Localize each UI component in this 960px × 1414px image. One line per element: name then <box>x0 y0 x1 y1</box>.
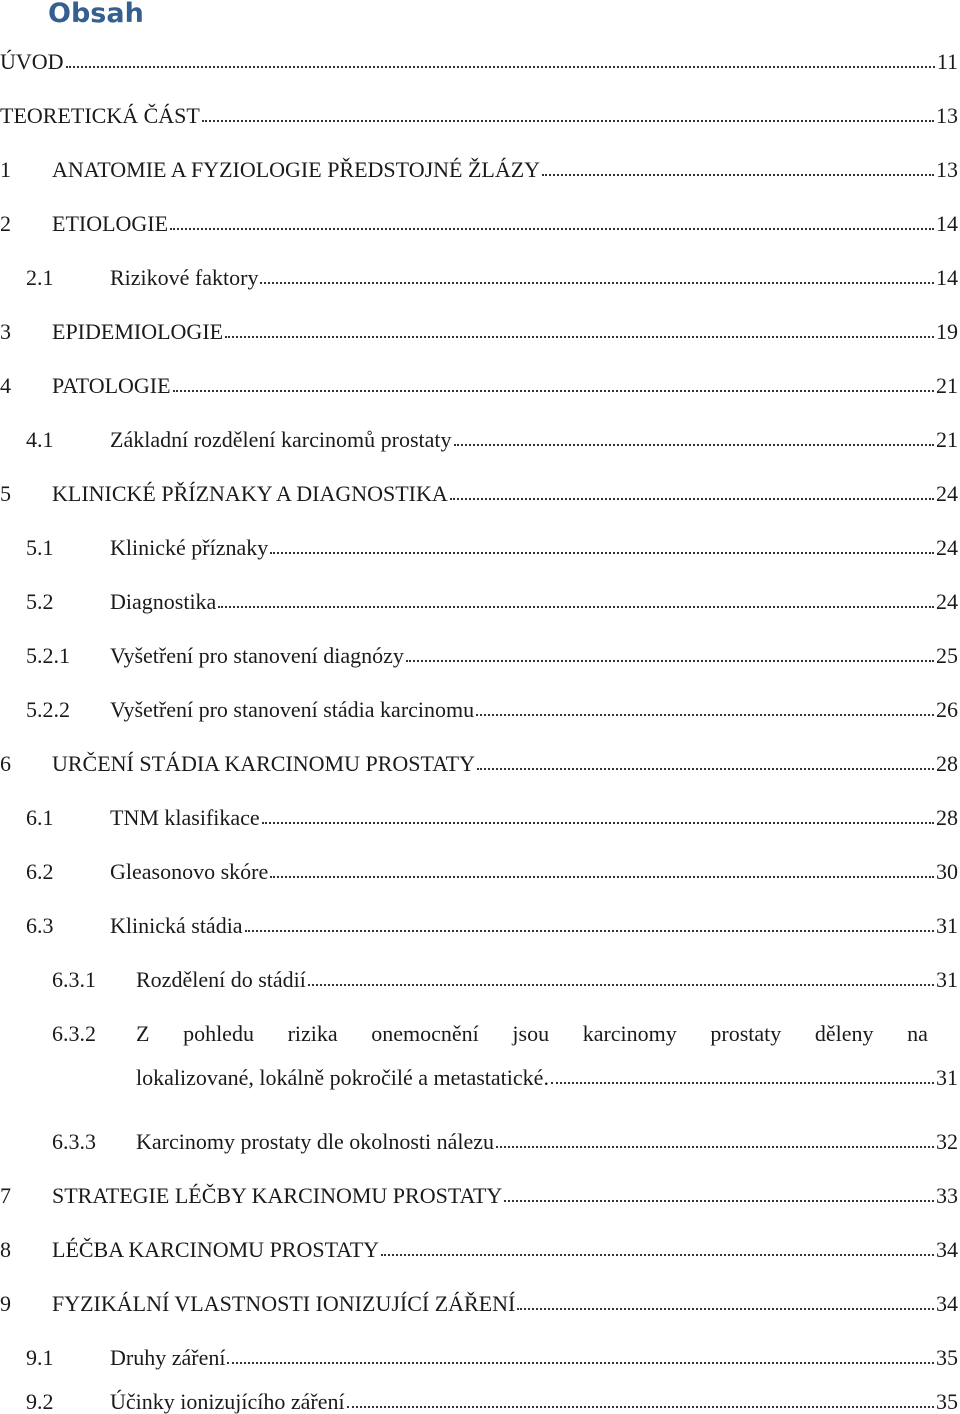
dot-leader <box>347 1405 934 1408</box>
toc-entry-number: 9 <box>0 1291 11 1316</box>
toc-entry-page: 35 <box>936 1389 958 1414</box>
toc-entry-page: 11 <box>936 49 958 74</box>
toc-entry-page: 26 <box>936 697 958 722</box>
toc-entry-number: 2 <box>0 211 11 236</box>
toc-entry-chapter-6[interactable] <box>0 718 958 776</box>
toc-entry-title: Rizikové faktory <box>110 265 259 290</box>
toc-entry-chapter-2[interactable] <box>0 178 958 236</box>
toc-title: Obsah <box>48 0 144 29</box>
toc-entry-title: EPIDEMIOLOGIE <box>52 319 224 344</box>
toc-entry-title: PATOLOGIE <box>52 373 171 398</box>
toc-entry-title: ETIOLOGIE <box>52 211 169 236</box>
dot-leader <box>504 1199 934 1202</box>
toc-entry-title: ANATOMIE A FYZIOLOGIE PŘEDSTOJNÉ ŽLÁZY <box>52 157 541 182</box>
toc-entry-section-5-2-1[interactable] <box>0 610 958 668</box>
toc-entry-page: 34 <box>936 1291 958 1316</box>
toc-entry-number: 8 <box>0 1237 11 1262</box>
toc-entry-title-line-2: lokalizované, lokálně pokročilé a metastatické. <box>136 1065 549 1090</box>
toc-entry-number: 9.1 <box>26 1345 54 1370</box>
toc-entry-number: 5.2.2 <box>26 697 70 722</box>
dot-leader <box>202 119 934 122</box>
toc-entry-number: 4.1 <box>26 427 54 452</box>
toc-entry-chapter-3[interactable] <box>0 286 958 344</box>
toc-entry-page: 14 <box>936 265 958 290</box>
dot-leader <box>496 1145 934 1148</box>
toc-entry-title: TEORETICKÁ ČÁST <box>0 103 200 128</box>
dot-leader <box>170 227 934 230</box>
toc-entry-number: 4 <box>0 373 11 398</box>
toc-entry-title: Klinické příznaky <box>110 535 269 560</box>
toc-entry-page: 31 <box>936 913 958 938</box>
toc-entry-section-5-2-2[interactable] <box>0 664 958 722</box>
toc-entry-title: URČENÍ STÁDIA KARCINOMU PROSTATY <box>52 751 475 776</box>
toc-entry-title: Účinky ionizujícího záření <box>110 1389 345 1414</box>
dot-leader <box>245 929 934 932</box>
toc-entry-title: TNM klasifikace <box>110 805 260 830</box>
toc-entry-number: 6.1 <box>26 805 54 830</box>
toc-entry-number: 3 <box>0 319 11 344</box>
toc-entry-chapter-7[interactable] <box>0 1150 958 1208</box>
toc-entry-section-6-3[interactable] <box>0 880 958 938</box>
toc-entry-section-6-1[interactable] <box>0 772 958 830</box>
dot-leader <box>66 65 935 68</box>
dot-leader <box>381 1253 934 1256</box>
dot-leader <box>551 1081 934 1084</box>
toc-entry-word: pohledu <box>183 1021 254 1046</box>
toc-entry-title: KLINICKÉ PŘÍZNAKY A DIAGNOSTIKA <box>52 481 448 506</box>
toc-entry-section-6-3-2[interactable] <box>0 988 958 1090</box>
toc-entry-word: rizika <box>287 1021 338 1046</box>
toc-entry-section-9-2[interactable] <box>0 1356 958 1414</box>
toc-entry-title: Druhy záření <box>110 1345 226 1370</box>
toc-entry-title: Klinická stádia <box>110 913 243 938</box>
toc-entry-page: 24 <box>936 535 958 560</box>
dot-leader <box>225 335 934 338</box>
toc-entry-page: 32 <box>936 1129 958 1154</box>
toc-entry-section-5-1[interactable] <box>0 502 958 560</box>
toc-entry-page: 13 <box>936 103 958 128</box>
toc-entry-title: FYZIKÁLNÍ VLASTNOSTI IONIZUJÍCÍ ZÁŘENÍ <box>52 1291 516 1316</box>
toc-entry-section-6-3-3[interactable] <box>0 1096 958 1154</box>
toc-entry-title-line-1 <box>136 1022 928 1046</box>
toc-entry-teoreticka-cast[interactable] <box>0 70 958 128</box>
toc-entry-title: ÚVOD <box>0 49 64 74</box>
toc-entry-title: Gleasonovo skóre <box>110 859 269 884</box>
toc-entry-page: 28 <box>936 805 958 830</box>
dot-leader <box>173 389 934 392</box>
dot-leader <box>270 551 934 554</box>
toc-entry-number: 6.3.1 <box>52 967 96 992</box>
toc-entry-page: 31 <box>936 967 958 992</box>
toc-entry-title: Základní rozdělení karcinomů prostaty <box>110 427 452 452</box>
toc-entry-section-5-2[interactable] <box>0 556 958 614</box>
toc-entry-chapter-4[interactable] <box>0 340 958 398</box>
toc-entry-page: 19 <box>936 319 958 344</box>
toc-entry-section-6-2[interactable] <box>0 826 958 884</box>
toc-entry-title: Vyšetření pro stanovení diagnózy <box>110 643 404 668</box>
toc-entry-section-4-1[interactable] <box>0 394 958 452</box>
toc-entry-number: 1 <box>0 157 11 182</box>
toc-entry-page: 21 <box>936 373 958 398</box>
dot-leader <box>450 497 934 500</box>
toc-entry-number: 6 <box>0 751 11 776</box>
dot-leader <box>308 983 934 986</box>
toc-entry-page: 28 <box>936 751 958 776</box>
dot-leader <box>517 1307 934 1310</box>
dot-leader <box>260 281 934 284</box>
toc-entry-page: 34 <box>936 1237 958 1262</box>
dot-leader <box>542 173 934 176</box>
toc-entry-title: Diagnostika <box>110 589 217 614</box>
toc-entry-page: 33 <box>936 1183 958 1208</box>
toc-entry-uvod[interactable] <box>0 16 958 74</box>
toc-entry-page: 21 <box>936 427 958 452</box>
toc-entry-word: děleny <box>814 1021 874 1046</box>
toc-entry-number: 5.2 <box>26 589 54 614</box>
toc-entry-number: 5.2.1 <box>26 643 70 668</box>
toc-entry-chapter-1[interactable] <box>0 124 958 182</box>
toc-entry-number: 6.3.3 <box>52 1129 96 1154</box>
toc-entry-chapter-9[interactable] <box>0 1258 958 1316</box>
toc-entry-word: karcinomy <box>582 1021 677 1046</box>
toc-entry-title: STRATEGIE LÉČBY KARCINOMU PROSTATY <box>52 1183 503 1208</box>
toc-entry-word: jsou <box>512 1021 550 1046</box>
toc-entry-number: 5 <box>0 481 11 506</box>
toc-entry-page: 24 <box>936 481 958 506</box>
toc-entry-number: 7 <box>0 1183 11 1208</box>
dot-leader <box>218 605 934 608</box>
toc-entry-number: 9.2 <box>26 1389 54 1414</box>
toc-entry-page: 30 <box>936 859 958 884</box>
toc-entry-word: na <box>907 1021 928 1046</box>
toc-entry-section-2-1[interactable] <box>0 232 958 290</box>
toc-entry-word: Z <box>136 1021 150 1046</box>
dot-leader <box>406 659 934 662</box>
toc-entry-page: 24 <box>936 589 958 614</box>
toc-entry-number: 5.1 <box>26 535 54 560</box>
toc-entry-chapter-8[interactable] <box>0 1204 958 1262</box>
toc-entry-title: Rozdělení do stádií <box>136 967 306 992</box>
toc-entry-number: 6.2 <box>26 859 54 884</box>
toc-entry-title: Karcinomy prostaty dle okolnosti nálezu <box>136 1129 495 1154</box>
toc-entry-section-6-3-1[interactable] <box>0 934 958 992</box>
toc-entry-number: 6.3.2 <box>52 1021 96 1046</box>
toc-entry-title: LÉČBA KARCINOMU PROSTATY <box>52 1237 380 1262</box>
toc-entry-number: 6.3 <box>26 913 54 938</box>
toc-entry-title: Vyšetření pro stanovení stádia karcinomu <box>110 697 475 722</box>
toc-entry-word: onemocnění <box>371 1021 479 1046</box>
toc-entry-page: 14 <box>936 211 958 236</box>
toc-entry-page: 35 <box>936 1345 958 1370</box>
dot-leader <box>477 767 934 770</box>
toc-entry-page: 31 <box>936 1065 958 1090</box>
dot-leader <box>270 875 934 878</box>
toc-entry-number: 2.1 <box>26 265 54 290</box>
dot-leader <box>262 821 934 824</box>
dot-leader <box>454 443 935 446</box>
toc-entry-page: 25 <box>936 643 958 668</box>
toc-entry-chapter-5[interactable] <box>0 448 958 506</box>
toc-entry-page: 13 <box>936 157 958 182</box>
dot-leader <box>476 713 934 716</box>
toc-entry-word: prostaty <box>710 1021 782 1046</box>
